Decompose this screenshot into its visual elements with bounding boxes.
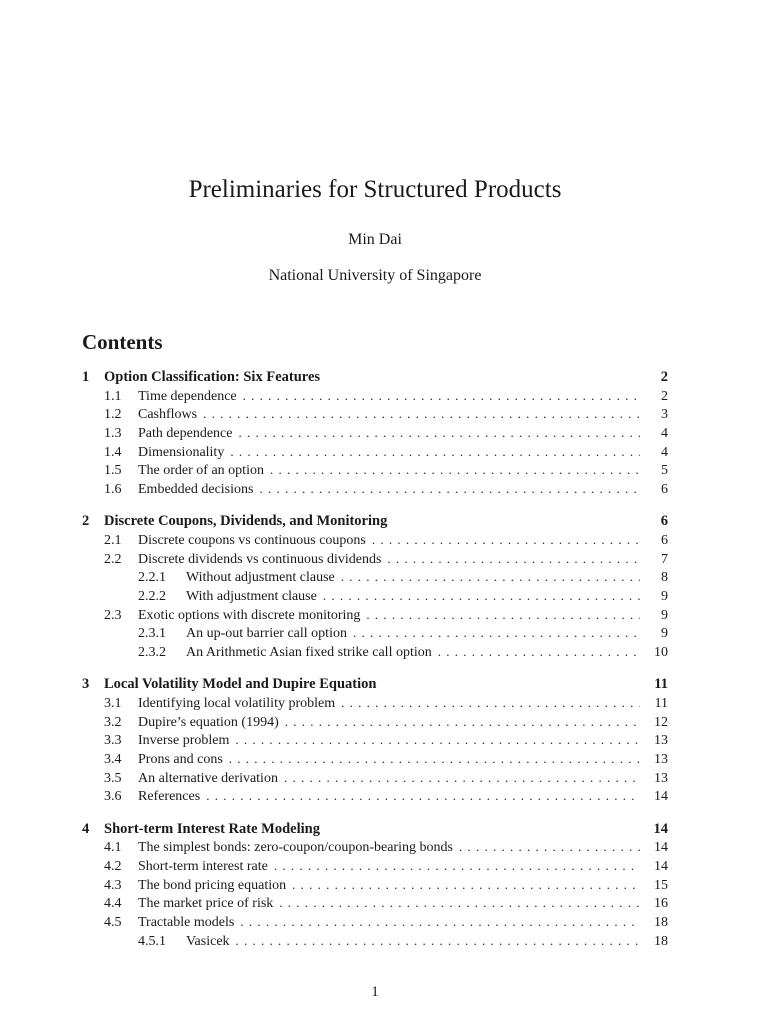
toc-entry-page: 13 <box>654 733 668 749</box>
toc-entry-number: 4.4 <box>104 896 122 912</box>
toc-leader-dots <box>238 424 640 443</box>
toc-entry-page: 6 <box>661 482 668 498</box>
toc-leader-dots <box>259 480 640 499</box>
toc-section-page: 11 <box>654 676 668 693</box>
toc-subsubsection-entry[interactable] <box>82 568 668 587</box>
toc-entry-title: Prons and cons <box>138 752 223 768</box>
toc-subsection-entry[interactable] <box>82 894 668 913</box>
toc-entry-page: 2 <box>661 388 668 404</box>
table-of-contents <box>82 368 668 964</box>
toc-entry-page: 9 <box>661 626 668 642</box>
toc-entry-title: Discrete dividends vs continuous dividends <box>138 551 382 567</box>
toc-entry-page: 7 <box>661 551 668 567</box>
toc-entry-page: 3 <box>661 407 668 423</box>
page-number: 1 <box>371 984 379 1000</box>
toc-section-page: 14 <box>653 820 668 837</box>
toc-entry-page: 14 <box>654 859 668 874</box>
toc-entry-title: Time dependence <box>138 388 237 404</box>
toc-leader-dots <box>279 894 640 913</box>
toc-section-number: 1 <box>82 369 90 385</box>
toc-entry-number: 1.3 <box>104 426 122 442</box>
toc-entry-title: The bond pricing equation <box>138 877 287 893</box>
toc-subsection-entry[interactable] <box>82 913 668 932</box>
toc-entry-title: An alternative derivation <box>138 770 278 786</box>
toc-subsection-entry[interactable] <box>82 787 668 806</box>
toc-subsection-entry[interactable] <box>82 731 668 750</box>
author-name: Min Dai <box>348 231 402 248</box>
toc-entry-page: 14 <box>654 840 668 856</box>
toc-subsection-entry[interactable] <box>82 405 668 424</box>
toc-entry-title: References <box>138 789 201 805</box>
toc-subsection-entry[interactable] <box>82 387 668 406</box>
toc-leader-dots <box>284 769 640 788</box>
toc-entry-title: The order of an option <box>138 463 264 479</box>
toc-entry-title: An up-out barrier call option <box>186 626 347 642</box>
toc-section <box>82 675 668 806</box>
toc-entry-number: 1.2 <box>104 407 122 423</box>
toc-subsection-entry[interactable] <box>82 838 668 857</box>
toc-entry-title: The market price of risk <box>138 896 274 912</box>
toc-entry-title: An Arithmetic Asian fixed strike call option <box>186 645 432 661</box>
toc-subsection-entry[interactable] <box>82 531 668 550</box>
toc-section-title: Short-term Interest Rate Modeling <box>104 820 320 837</box>
toc-entry-page: 6 <box>661 533 668 548</box>
toc-subsubsection-entry[interactable] <box>82 624 668 643</box>
toc-section-page: 2 <box>660 369 668 385</box>
toc-leader-dots <box>341 694 640 713</box>
toc-entry-number: 4.2 <box>104 859 122 874</box>
toc-section-entry[interactable] <box>82 820 668 839</box>
toc-leader-dots <box>274 857 640 876</box>
toc-leader-dots <box>323 587 640 606</box>
contents-heading: Contents <box>82 330 163 354</box>
toc-entry-title: Inverse problem <box>138 733 230 749</box>
toc-entry-number: 2.2.2 <box>138 589 166 605</box>
toc-subsubsection-entry[interactable] <box>82 643 668 662</box>
toc-entry-page: 16 <box>654 896 668 912</box>
toc-entry-title: Exotic options with discrete monitoring <box>138 607 361 623</box>
toc-subsection-entry[interactable] <box>82 550 668 569</box>
toc-entry-title: With adjustment clause <box>186 589 317 605</box>
toc-entry-title: Embedded decisions <box>138 482 254 498</box>
toc-subsection-entry[interactable] <box>82 461 668 480</box>
toc-leader-dots <box>353 624 640 643</box>
toc-entry-number: 3.5 <box>104 770 122 786</box>
toc-section-entry[interactable] <box>82 512 668 531</box>
toc-entry-page: 4 <box>661 426 668 442</box>
toc-leader-dots <box>438 643 640 662</box>
toc-section-page: 6 <box>660 513 668 530</box>
toc-entry-number: 2.1 <box>104 533 122 548</box>
toc-subsubsection-entry[interactable] <box>82 932 668 951</box>
toc-leader-dots <box>206 787 640 806</box>
toc-subsubsection-entry[interactable] <box>82 587 668 606</box>
toc-subsection-entry[interactable] <box>82 606 668 625</box>
toc-entry-page: 13 <box>654 752 668 768</box>
toc-section-number: 4 <box>82 820 90 837</box>
toc-section <box>82 820 668 951</box>
toc-entry-number: 4.3 <box>104 877 122 893</box>
toc-entry-title: Without adjustment clause <box>186 570 335 586</box>
toc-entry-page: 18 <box>654 933 668 949</box>
toc-subsection-entry[interactable] <box>82 769 668 788</box>
toc-subsection-entry[interactable] <box>82 750 668 769</box>
toc-leader-dots <box>459 838 640 857</box>
toc-entry-number: 1.1 <box>104 388 122 404</box>
toc-section <box>82 512 668 662</box>
toc-entry-page: 14 <box>654 789 668 805</box>
toc-leader-dots <box>366 606 640 625</box>
toc-leader-dots <box>240 913 640 932</box>
toc-entry-title: Vasicek <box>186 933 230 949</box>
toc-entry-page: 13 <box>654 770 668 786</box>
toc-leader-dots <box>236 932 640 951</box>
toc-entry-page: 11 <box>654 696 668 711</box>
toc-entry-title: Tractable models <box>138 915 235 931</box>
toc-section-title: Option Classification: Six Features <box>104 369 321 385</box>
toc-entry-number: 4.5.1 <box>138 933 166 949</box>
toc-subsection-entry[interactable] <box>82 443 668 462</box>
toc-section-entry[interactable] <box>82 368 668 387</box>
toc-entry-number: 2.3.2 <box>138 645 166 661</box>
toc-section-title: Discrete Coupons, Dividends, and Monitoring <box>104 513 388 530</box>
toc-entry-page: 18 <box>654 915 668 931</box>
toc-entry-number: 3.4 <box>104 752 122 768</box>
toc-entry-page: 8 <box>661 570 668 586</box>
toc-entry-title: Short-term interest rate <box>138 859 268 874</box>
toc-entry-title: Identifying local volatility problem <box>138 696 336 711</box>
toc-leader-dots <box>243 387 640 406</box>
toc-entry-page: 9 <box>661 589 668 605</box>
toc-leader-dots <box>292 876 640 895</box>
toc-subsection-entry[interactable] <box>82 424 668 443</box>
toc-leader-dots <box>372 531 640 550</box>
paper-title: Preliminaries for Structured Products <box>188 176 562 203</box>
toc-entry-number: 2.2 <box>104 551 122 567</box>
toc-entry-title: Discrete coupons vs continuous coupons <box>138 533 366 548</box>
affiliation: National University of Singapore <box>268 267 482 284</box>
toc-entry-title: Dupire’s equation (1994) <box>138 714 279 730</box>
toc-entry-number: 2.3.1 <box>138 626 166 642</box>
toc-section-number: 2 <box>82 513 90 530</box>
toc-section-entry[interactable] <box>82 675 668 694</box>
toc-leader-dots <box>270 461 640 480</box>
toc-entry-number: 4.5 <box>104 915 122 931</box>
toc-entry-number: 3.2 <box>104 714 122 730</box>
toc-entry-page: 4 <box>661 444 668 460</box>
toc-entry-page: 15 <box>654 877 668 893</box>
toc-entry-number: 3.3 <box>104 733 122 749</box>
toc-subsection-entry[interactable] <box>82 876 668 895</box>
toc-entry-title: Path dependence <box>138 426 233 442</box>
toc-entry-title: Dimensionality <box>138 444 225 460</box>
toc-leader-dots <box>229 750 640 769</box>
toc-leader-dots <box>230 443 640 462</box>
toc-entry-number: 3.6 <box>104 789 122 805</box>
toc-entry-title: The simplest bonds: zero-coupon/coupon-bearing bonds <box>138 840 453 856</box>
toc-entry-page: 12 <box>654 714 668 730</box>
toc-entry-number: 1.4 <box>104 444 122 460</box>
toc-entry-number: 2.2.1 <box>138 570 166 586</box>
toc-entry-number: 2.3 <box>104 607 122 623</box>
toc-entry-page: 5 <box>661 463 668 479</box>
toc-section-title: Local Volatility Model and Dupire Equation <box>104 676 377 693</box>
toc-entry-title: Cashflows <box>138 407 198 423</box>
toc-subsection-entry[interactable] <box>82 713 668 732</box>
toc-leader-dots <box>387 550 640 569</box>
toc-section <box>82 368 668 499</box>
toc-entry-number: 3.1 <box>104 696 122 711</box>
toc-subsection-entry[interactable] <box>82 857 668 876</box>
toc-leader-dots <box>203 405 640 424</box>
toc-leader-dots <box>341 568 640 587</box>
toc-section-number: 3 <box>82 676 90 693</box>
toc-subsection-entry[interactable] <box>82 480 668 499</box>
toc-leader-dots <box>235 731 640 750</box>
toc-entry-page: 10 <box>654 645 668 661</box>
toc-subsection-entry[interactable] <box>82 694 668 713</box>
toc-leader-dots <box>285 713 640 732</box>
toc-entry-page: 9 <box>661 607 668 623</box>
toc-entry-number: 1.5 <box>104 463 122 479</box>
toc-entry-number: 4.1 <box>104 840 122 856</box>
toc-entry-number: 1.6 <box>104 482 122 498</box>
